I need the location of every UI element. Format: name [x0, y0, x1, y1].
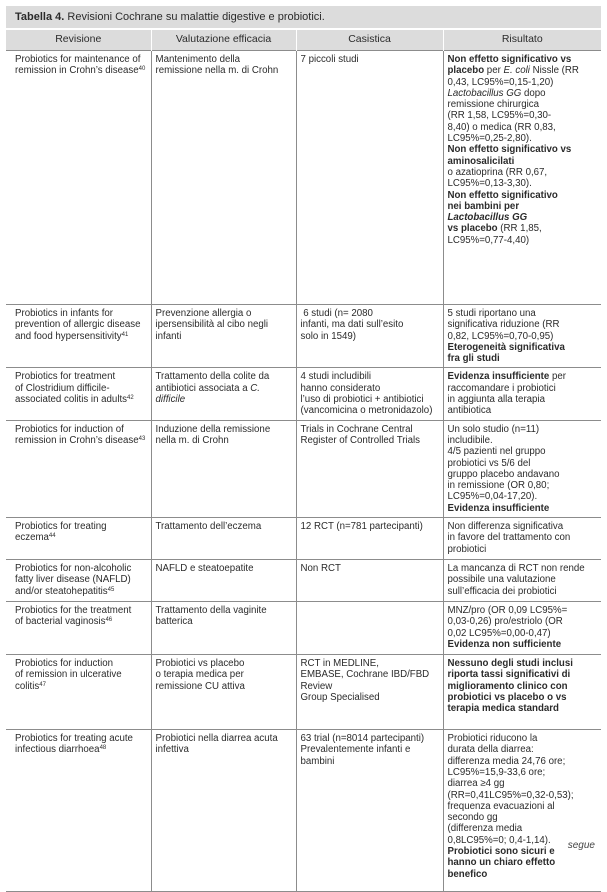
text-run: E. coli — [503, 65, 530, 77]
risultato-line — [448, 54, 598, 65]
text-run: Evidenza insufficiente — [447, 502, 550, 514]
text-run: Non effetto significativo vs — [447, 54, 572, 65]
valutazione-line: batterica — [155, 616, 193, 628]
text-run: o azatioprina (RR 0,67, — [447, 166, 548, 178]
table-row — [6, 305, 601, 368]
reference-number: 48 — [99, 745, 107, 752]
revisione-line: of Clostridium difficile- — [15, 382, 110, 394]
text-run: Lactobacillus GG — [447, 212, 528, 224]
cell-revisione — [6, 518, 151, 560]
risultato-line — [448, 331, 598, 342]
risultato-line — [448, 521, 598, 532]
risultato-line — [448, 639, 598, 650]
risultato-line — [448, 308, 598, 319]
valutazione-line: NAFLD e steatoepatite — [155, 563, 254, 575]
risultato-line — [448, 869, 598, 880]
cell-casistica — [296, 305, 443, 368]
casistica-line: Non RCT — [300, 563, 341, 575]
valutazione-line: Probiotici nella diarrea acuta — [155, 733, 278, 745]
cell-casistica — [296, 518, 443, 560]
cell-valutazione — [151, 602, 296, 655]
valutazione-line: Prevenzione allergia o — [155, 308, 252, 319]
risultato-line — [448, 394, 598, 405]
risultato-line — [448, 99, 598, 110]
reference-number: 40 — [138, 66, 146, 73]
revisione-line: prevention of allergic disease — [15, 319, 141, 331]
text-run: per — [549, 371, 566, 383]
revisione-line: remission in Crohn’s disease — [15, 434, 139, 446]
casistica-line: bambini — [300, 755, 335, 767]
text-run: LC95%=0,25-2,80). — [447, 133, 532, 145]
text-run: in favore del trattamento con — [447, 532, 571, 544]
valutazione-line: infanti — [155, 330, 182, 342]
casistica-line: 4 studi includibili — [300, 371, 372, 383]
table-row — [6, 518, 601, 560]
text-run: per — [484, 65, 504, 77]
text-run: LC95%=15,9-33,6 ore; — [447, 766, 546, 778]
risultato-line — [448, 857, 598, 868]
risultato-line — [448, 605, 598, 616]
text-run: 4/5 pazienti nel gruppo — [447, 446, 546, 458]
risultato-line — [448, 532, 598, 543]
text-run: Nissle (RR — [529, 65, 579, 77]
risultato-line — [448, 156, 598, 167]
risultato-line — [448, 616, 598, 627]
casistica-line: Group Specialised — [300, 691, 380, 703]
risultato-line — [448, 201, 598, 212]
text-run: 0,03-0,26) pro/estriolo (OR — [447, 616, 563, 628]
text-run: durata della diarrea: — [447, 744, 534, 756]
text-run: terapia medica standard — [447, 703, 559, 715]
cell-casistica — [296, 560, 443, 602]
revisione-line: Probiotics for treating — [15, 521, 107, 533]
cell-revisione — [6, 420, 151, 517]
cell-casistica — [296, 51, 443, 305]
valutazione-line: o terapia medica per — [155, 669, 244, 681]
cell-risultato — [443, 51, 601, 305]
cell-casistica — [296, 730, 443, 892]
valutazione-line — [156, 383, 292, 394]
reference-number: 44 — [48, 533, 56, 540]
risultato-line — [448, 812, 598, 823]
cell-valutazione — [151, 560, 296, 602]
cell-revisione — [6, 51, 151, 305]
cell-casistica — [296, 420, 443, 517]
revisione-line: Probiotics for induction — [15, 658, 114, 670]
revisione-line: of bacterial vaginosis — [15, 616, 106, 628]
risultato-line — [448, 223, 598, 234]
cell-risultato — [443, 368, 601, 420]
revisione-line: of remission in ulcerative — [15, 669, 122, 681]
table-row — [6, 420, 601, 517]
risultato-line — [448, 178, 598, 189]
text-run: miglioramento clinico con — [447, 680, 568, 692]
text-run: 0,82, LC95%=0,70-0,95) — [447, 330, 554, 342]
risultato-line — [448, 144, 598, 155]
text-run: Non effetto significativo vs — [447, 144, 572, 156]
revisione-line: Probiotics for non-alcoholic — [15, 563, 132, 575]
cell-risultato — [443, 518, 601, 560]
text-run: Non effetto significativo — [447, 189, 558, 201]
text-run: aminosalicilati — [447, 155, 515, 167]
document-page — [6, 6, 601, 892]
risultato-line — [448, 767, 598, 778]
text-run: LC95%=0,77-4,40) — [447, 234, 530, 246]
text-run: Un solo studio (n=11) — [447, 423, 540, 435]
risultato-line — [448, 801, 598, 812]
revisione-line: Probiotics for treating acute — [15, 733, 133, 745]
risultato-line — [448, 342, 598, 353]
risultato-line — [448, 235, 598, 246]
revisione-line: Probiotics for the treatment — [15, 605, 132, 617]
text-run: Nessuno degli studi inclusi — [447, 658, 573, 670]
revisione-line: associated colitis in adults — [15, 394, 128, 406]
revisione-line: fatty liver disease (NAFLD) — [15, 574, 131, 586]
text-run: secondo gg — [447, 812, 498, 824]
text-run: fra gli studi — [447, 353, 500, 365]
text-run: LC95%=0,13-3,30). — [447, 178, 532, 190]
risultato-line — [448, 110, 598, 121]
valutazione-line: Induzione della remissione — [155, 423, 271, 435]
revisione-line: infectious diarrhoea — [15, 744, 100, 756]
text-run: (RR 1,85, — [497, 223, 542, 235]
risultato-line — [448, 790, 598, 801]
text-run: probiotici vs placebo o vs — [447, 691, 567, 703]
text-run: Evidenza non sufficiente — [447, 638, 562, 650]
cell-risultato — [443, 560, 601, 602]
risultato-line — [448, 424, 598, 435]
casistica-line: Register of Controlled Trials — [300, 434, 421, 446]
revisione-line: eczema — [15, 532, 49, 544]
table-row — [6, 51, 601, 305]
casistica-line: RCT in MEDLINE, — [300, 658, 379, 670]
revisione-line: colitis — [15, 680, 40, 692]
revisione-line: and food hypersensitivity — [15, 330, 122, 342]
valutazione-line: remissione nella m. di Crohn — [155, 65, 279, 77]
continues-label: segue — [567, 840, 595, 851]
revisione-line-with-ref — [15, 394, 147, 405]
risultato-line — [448, 88, 598, 99]
cell-risultato — [443, 305, 601, 368]
cell-risultato — [443, 730, 601, 892]
text-run: C. — [250, 382, 260, 394]
risultato-line — [448, 703, 598, 714]
risultato-line — [448, 563, 598, 574]
table-row — [6, 560, 601, 602]
text-run: possibile una valutazione — [447, 574, 556, 586]
revisione-line-with-ref — [15, 331, 147, 342]
text-run: 8,40) o medica (RR 0,83, — [447, 121, 556, 133]
table-row — [6, 368, 601, 420]
cell-risultato — [443, 655, 601, 730]
cell-valutazione — [151, 730, 296, 892]
text-run: remissione chirurgica — [447, 99, 540, 111]
risultato-line — [448, 435, 598, 446]
header-revisione: Revisione — [6, 29, 151, 51]
risultato-line — [448, 458, 598, 469]
casistica-line: (vancomicina o metronidazolo) — [300, 405, 433, 417]
cell-valutazione — [151, 420, 296, 517]
casistica-line: EMBASE, Cochrane IBD/FBD — [300, 669, 430, 681]
revisione-line: and/or steatohepatitis — [15, 585, 108, 597]
risultato-line — [448, 405, 598, 416]
table-row — [6, 730, 601, 892]
text-run: LC95%=0,04-17,20). — [447, 491, 538, 503]
casistica-line: solo in 1549) — [300, 330, 356, 342]
risultato-line — [448, 190, 598, 201]
text-run: riporta tassi significativi di — [447, 669, 571, 681]
cell-risultato — [443, 602, 601, 655]
risultato-line — [448, 823, 598, 834]
risultato-line — [448, 669, 598, 680]
text-run: 0,43, LC95%=0,15-1,20) — [447, 76, 554, 88]
risultato-line — [448, 469, 598, 480]
text-run: Eterogeneità significativa — [447, 341, 565, 353]
cell-valutazione — [151, 655, 296, 730]
revisione-line-with-ref — [15, 681, 147, 692]
risultato-line — [448, 133, 598, 144]
table-row — [6, 602, 601, 655]
text-run: placebo — [447, 65, 485, 77]
risultato-line — [448, 353, 598, 364]
reference-number: 45 — [107, 586, 115, 593]
probiotics-table — [6, 28, 601, 892]
text-run: (differenza media — [447, 823, 523, 835]
risultato-line — [448, 744, 598, 755]
risultato-line — [448, 778, 598, 789]
risultato-line — [448, 319, 598, 330]
valutazione-line: Trattamento dell’eczema — [155, 521, 262, 533]
casistica-line: Prevalentemente infanti e — [300, 744, 411, 756]
reference-number: 41 — [121, 331, 129, 338]
risultato-line — [448, 544, 598, 555]
risultato-line — [448, 756, 598, 767]
risultato-line — [448, 167, 598, 178]
text-run: significativa riduzione (RR — [447, 319, 560, 331]
table-caption — [6, 6, 601, 28]
text-run: probiotici — [447, 543, 487, 555]
text-run: MNZ/pro (OR 0,09 LC95%= — [447, 605, 568, 617]
header-risultato: Risultato — [443, 29, 601, 51]
text-run: probiotici vs 5/6 del — [447, 457, 531, 469]
revisione-line: Probiotics in infants for — [15, 308, 113, 319]
text-run: (RR=0,41LC95%=0,32-0,53); — [447, 789, 574, 801]
text-run: La mancanza di RCT non rende — [447, 563, 585, 575]
cell-casistica — [296, 655, 443, 730]
risultato-line — [448, 446, 598, 457]
risultato-line — [448, 491, 598, 502]
valutazione-line: Probiotici vs placebo — [155, 658, 245, 670]
table-row — [6, 655, 601, 730]
revisione-line-with-ref — [15, 616, 147, 627]
valutazione-line — [156, 371, 292, 382]
risultato-line — [448, 65, 598, 76]
casistica-line: hanno considerato — [300, 382, 381, 394]
risultato-line — [448, 658, 598, 669]
risultato-line — [448, 212, 598, 223]
text-run: dopo — [521, 87, 546, 99]
revisione-line-with-ref — [15, 532, 147, 543]
text-run: hanno un chiaro effetto — [447, 857, 556, 869]
header-casistica: Casistica — [296, 29, 443, 51]
text-run: 5 studi riportano una — [447, 308, 536, 319]
cell-risultato — [443, 420, 601, 517]
cell-casistica — [296, 368, 443, 420]
text-run: vs placebo — [447, 223, 498, 235]
reference-number: 42 — [127, 395, 134, 402]
cell-revisione — [6, 305, 151, 368]
revisione-line: Probiotics for induction of — [15, 423, 124, 435]
text-run: differenza media 24,76 ore; — [447, 755, 566, 767]
risultato-line — [448, 628, 598, 639]
cell-valutazione — [151, 305, 296, 368]
revisione-line-with-ref — [15, 744, 147, 755]
cell-revisione — [6, 602, 151, 655]
casistica-line: 6 studi (n= 2080 — [300, 308, 373, 319]
reference-number: 47 — [39, 681, 46, 688]
risultato-line — [448, 692, 598, 703]
text-run: Lactobacillus GG — [447, 87, 522, 99]
text-run: gruppo placebo andavano — [447, 468, 560, 480]
risultato-line — [448, 77, 598, 88]
text-run: 0,02 LC95%=0,00-0,47) — [447, 627, 551, 639]
header-valutazione: Valutazione efficacia — [151, 29, 296, 51]
revisione-line-with-ref — [15, 435, 147, 446]
revisione-line: Probiotics for maintenance of — [15, 54, 141, 65]
text-run: (RR 1,58, LC95%=0,30- — [447, 110, 552, 122]
casistica-line: Review — [300, 680, 333, 692]
text-run: sull’efficacia dei probiotici — [447, 585, 557, 597]
risultato-line — [448, 371, 598, 382]
risultato-line — [448, 681, 598, 692]
text-run: nei bambini per — [447, 200, 520, 212]
text-run: in aggiunta alla terapia — [447, 394, 545, 406]
text-run: Evidenza insufficiente — [447, 371, 550, 383]
revisione-line: Probiotics for treatment — [15, 371, 116, 383]
valutazione-line: remissione CU attiva — [155, 680, 245, 692]
text-run: Probiotici riducono la — [447, 733, 538, 745]
cell-revisione — [6, 560, 151, 602]
risultato-line — [448, 733, 598, 744]
cell-revisione — [6, 730, 151, 892]
casistica-line: infanti, ma dati sull’esito — [300, 319, 404, 331]
text-run: in remissione (OR 0,80; — [447, 480, 550, 492]
valutazione-line: nella m. di Crohn — [155, 434, 229, 446]
risultato-line — [448, 586, 598, 597]
text-run: antibiotica — [447, 405, 492, 417]
cell-casistica — [296, 602, 443, 655]
valutazione-line: ipersensibilità al cibo negli — [155, 319, 269, 331]
risultato-line — [448, 122, 598, 133]
reference-number: 46 — [105, 617, 113, 624]
risultato-line — [448, 480, 598, 491]
cell-revisione — [6, 655, 151, 730]
casistica-line: 7 piccoli studi — [300, 54, 359, 65]
cell-valutazione — [151, 51, 296, 305]
casistica-line: l’uso di probiotici + antibiotici — [300, 394, 424, 406]
valutazione-line — [156, 394, 292, 405]
text-run: Non differenza significativa — [447, 521, 564, 533]
reference-number: 43 — [138, 435, 146, 442]
casistica-line: 12 RCT (n=781 partecipanti) — [300, 521, 423, 533]
table-body — [6, 51, 601, 892]
cell-revisione — [6, 368, 151, 420]
text-run: frequenza evacuazioni al — [447, 800, 555, 812]
cell-valutazione — [151, 518, 296, 560]
revisione-line-with-ref — [15, 65, 147, 76]
caption-text: Revisioni Cochrane su malattie digestive e probiotici. — [64, 11, 325, 23]
text-run: antibiotici associata a — [155, 382, 251, 394]
table-header-row — [6, 29, 601, 51]
revisione-line-with-ref — [15, 586, 147, 597]
text-run: diarrea ≥4 gg — [447, 778, 505, 790]
text-run: includibile. — [447, 434, 493, 446]
cell-valutazione — [151, 368, 296, 420]
valutazione-line: Mantenimento della — [155, 54, 241, 65]
risultato-line — [448, 574, 598, 585]
text-run: difficile — [155, 394, 186, 406]
caption-label: Tabella 4. — [15, 11, 65, 23]
text-run: benefico — [447, 868, 488, 880]
casistica-line: Trials in Cochrane Central — [300, 423, 413, 435]
text-run: raccomandare i probiotici — [447, 382, 556, 394]
text-run: Trattamento della colite da — [155, 371, 270, 383]
risultato-line — [448, 503, 598, 514]
text-run: Probiotici sono sicuri e — [447, 846, 555, 858]
valutazione-line: Trattamento della vaginite — [155, 605, 267, 617]
casistica-line: 63 trial (n=8014 partecipanti) — [300, 733, 425, 745]
risultato-line — [448, 383, 598, 394]
text-run: 0,8LC95%=0; 0,4-1,14). — [447, 834, 551, 846]
revisione-line: remission in Crohn’s disease — [15, 65, 139, 77]
valutazione-line: infettiva — [155, 744, 189, 756]
